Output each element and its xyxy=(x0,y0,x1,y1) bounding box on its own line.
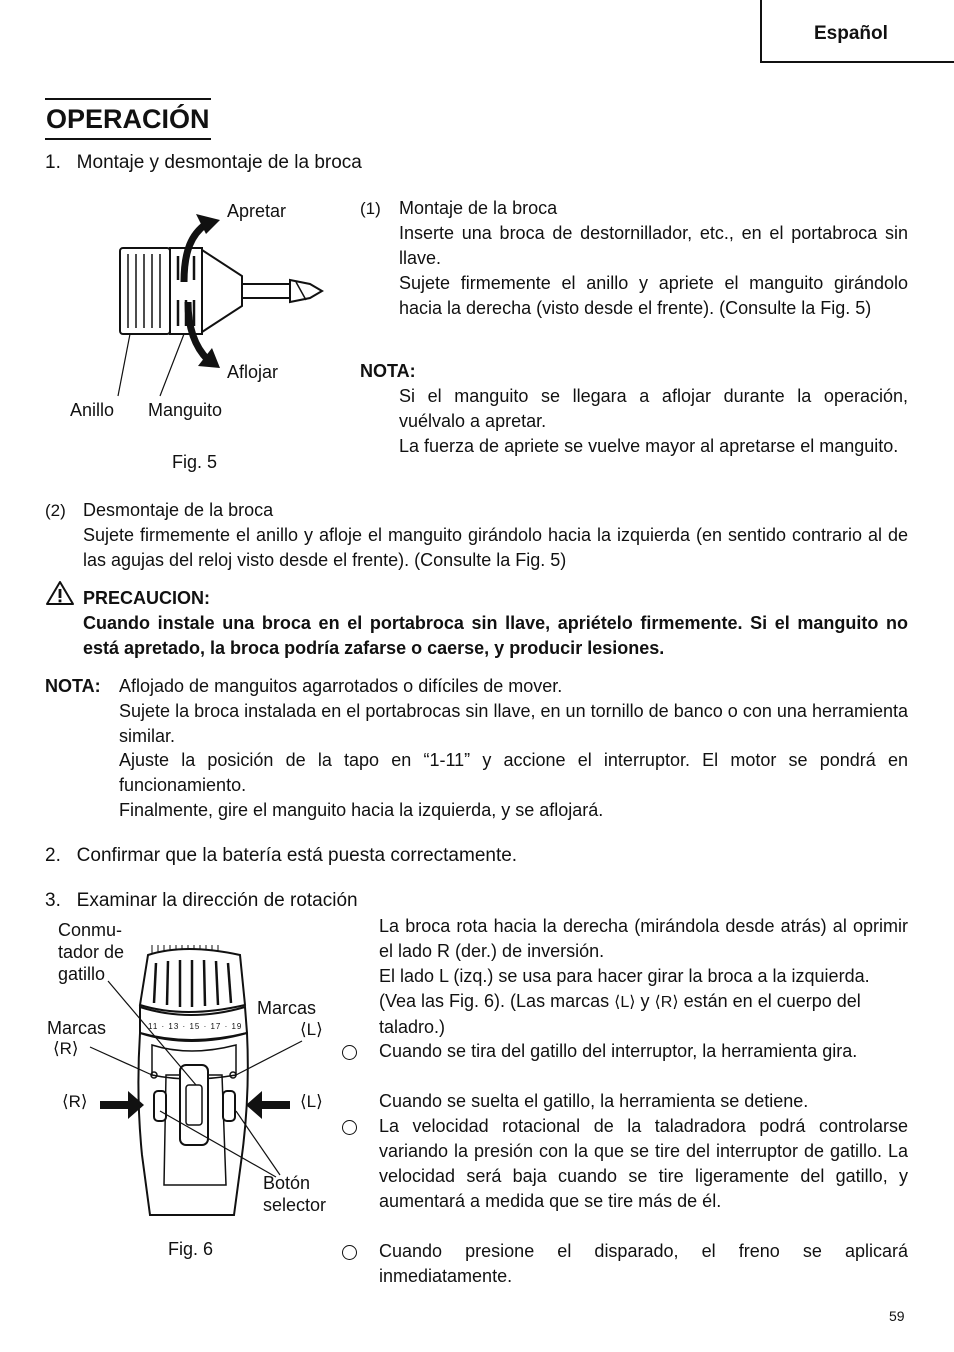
nota2-paragraph-2: Sujete la broca instalada en el portabrocas sin llave, en un tornillo de banco o con una herramienta similar. xyxy=(119,701,908,746)
warning-triangle-icon xyxy=(45,580,75,606)
fig6-mark-l-top: ⟨L⟩ xyxy=(300,1020,323,1039)
nota2-paragraph-4: Finalmente, gire el manguito hacia la izquierda, y se aflojará. xyxy=(119,800,604,820)
fig6-label-boton xyxy=(263,1172,326,1216)
caution-text: Cuando instale una broca en el portabroca sin llave, apriételo firmemente. Si el manguito no está apretado, la broca podría zafarse o caerse, y producir lesiones. xyxy=(83,613,908,658)
fig5-chuck-illustration xyxy=(60,190,350,420)
sub1-nota-label: NOTA: xyxy=(360,361,416,381)
section3-intro-y: y xyxy=(640,991,650,1011)
fig6-mark-l-top-text: L xyxy=(306,1020,317,1039)
fig6-mark-l-arrow-text: L xyxy=(306,1092,317,1111)
language-label: Español xyxy=(814,23,888,44)
page-number: 59 xyxy=(889,1308,905,1324)
fig6-label-boton-line-1: Botón xyxy=(263,1173,311,1193)
sub2-paragraph: Sujete firmemente el anillo y afloje el manguito girándolo hacia la izquierda (en sentido contrario al de las agujas del reloj visto desde el frente). (Consulte la Fig. 5) xyxy=(83,525,908,570)
page-title: OPERACIÓN xyxy=(45,98,211,140)
fig6-mark-l-arrow: ⟨L⟩ xyxy=(300,1092,323,1111)
dial-number-15: 15 xyxy=(189,1022,201,1031)
fig6-label-conmutador-line-2: tador de xyxy=(58,942,125,962)
section3-intro-p2-b: están en xyxy=(683,991,753,1011)
fig5-caption: Fig. 5 xyxy=(172,452,218,472)
fig6-mark-r-arrow: ⟨R⟩ xyxy=(62,1092,88,1111)
section3-intro-mark-l: L xyxy=(620,994,630,1011)
fig5-label-aflojar: Aflojar xyxy=(227,362,279,382)
fig6-label-marcas-right: Marcas xyxy=(257,998,317,1018)
dial-number-13: 13 xyxy=(168,1022,180,1031)
nota2-paragraph-3: Ajuste la posición de la tapo en “1-11” y accione el interruptor. El motor se pondrá en funcionamiento. xyxy=(119,750,908,795)
sub1-nota-paragraph-2: La fuerza de apriete se vuelve mayor al apretarse el manguito. xyxy=(399,436,899,456)
fig6-mark-r-top: ⟨R⟩ xyxy=(53,1039,79,1058)
section-1-heading: 1. Montaje y desmontaje de la broca xyxy=(45,152,362,173)
section3-intro-mark-r: R xyxy=(660,994,673,1011)
sub1-number: (1) xyxy=(360,199,381,218)
fig6-label-conmutador-line-1: Conmu- xyxy=(58,920,123,940)
sub1-title: Montaje de la broca xyxy=(399,198,558,218)
sub2-title: Desmontaje de la broca xyxy=(83,500,274,520)
bullet-circle-3 xyxy=(342,1245,357,1260)
fig6-mark-r-top-text: R xyxy=(59,1039,72,1058)
bullet-1-paragraph-2: Cuando se suelta el gatillo, la herramienta se detiene. xyxy=(379,1091,809,1111)
section3-intro-p2-c: el cuerpo del taladro.) xyxy=(379,991,861,1037)
fig6-mark-r-arrow-text: R xyxy=(68,1092,81,1111)
sub2-number: (2) xyxy=(45,501,66,520)
bullet-3-paragraph: Cuando presione el disparado, el freno se aplicará inmediatamente. xyxy=(379,1241,908,1286)
fig6-label-boton-line-2: selector xyxy=(263,1195,327,1215)
fig6-label-marcas-left: Marcas xyxy=(47,1018,107,1038)
nota2-label: NOTA: xyxy=(45,676,101,696)
bullet-circle-1 xyxy=(342,1045,357,1060)
section3-intro-paragraph-1: La broca rota hacia la derecha (mirándola desde atrás) al oprimir el lado R (der.) de inversión. xyxy=(379,916,908,961)
fig5-label-manguito: Manguito xyxy=(148,400,223,420)
section-3-heading: 3. Examinar la dirección de rotación xyxy=(45,890,358,911)
caution-label: PRECAUCION: xyxy=(83,588,211,608)
bullet-1-paragraph-1: Cuando se tira del gatillo del interruptor, la herramienta gira. xyxy=(379,1041,858,1061)
sub1-paragraph-1: Inserte una broca de destornillador, etc., en el portabroca sin llave. xyxy=(399,223,908,268)
fig6-label-conmutador-line-3: gatillo xyxy=(58,964,106,984)
section-2-heading: 2. Confirmar que la batería está puesta correctamente. xyxy=(45,845,518,866)
dial-number-11: 11 xyxy=(148,1022,159,1031)
section3-intro-p2-a: El lado L (izq.) se usa para hacer girar la broca a la izquierda. (Vea las Fig. 6). (Las marcas xyxy=(379,966,870,1011)
sub1-paragraph-2: Sujete firmemente el anillo y apriete el manguito girándolo hacia la derecha (visto desde el frente). (Consulte la Fig. 5) xyxy=(399,273,908,318)
language-tab xyxy=(760,0,954,63)
section3-intro-paragraph-2: El lado L (izq.) se usa para hacer girar la broca a la izquierda. (Vea las Fig. 6). (Las marcas ⟨L⟩ y ⟨R⟩ están en el cuerpo del taladro.) xyxy=(379,966,870,1037)
dial-number-19: 19 xyxy=(231,1022,243,1031)
fig5-label-anillo: Anillo xyxy=(70,400,115,420)
fig5-label-apretar: Apretar xyxy=(227,201,287,221)
bullet-circle-2 xyxy=(342,1120,357,1135)
bullet-2-paragraph: La velocidad rotacional de la taladradora podrá controlarse variando la presión con la que se tire del interruptor de gatillo. La velocidad será baja cuando se tire ligeramente del gatillo, y aumentará a medida que se tire más de él. xyxy=(379,1116,908,1211)
fig6-dial-numbers: 11 · 13 · 15 · 17 · 19 xyxy=(148,1022,243,1031)
fig6-label-conmutador xyxy=(58,919,124,985)
dial-number-17: 17 xyxy=(210,1022,222,1031)
sub1-nota-paragraph-1: Si el manguito se llegara a aflojar durante la operación, vuélvalo a apretar. xyxy=(399,386,908,431)
fig6-caption: Fig. 6 xyxy=(168,1239,214,1259)
nota2-line-1: Aflojado de manguitos agarrotados o difíciles de mover. xyxy=(119,676,563,696)
